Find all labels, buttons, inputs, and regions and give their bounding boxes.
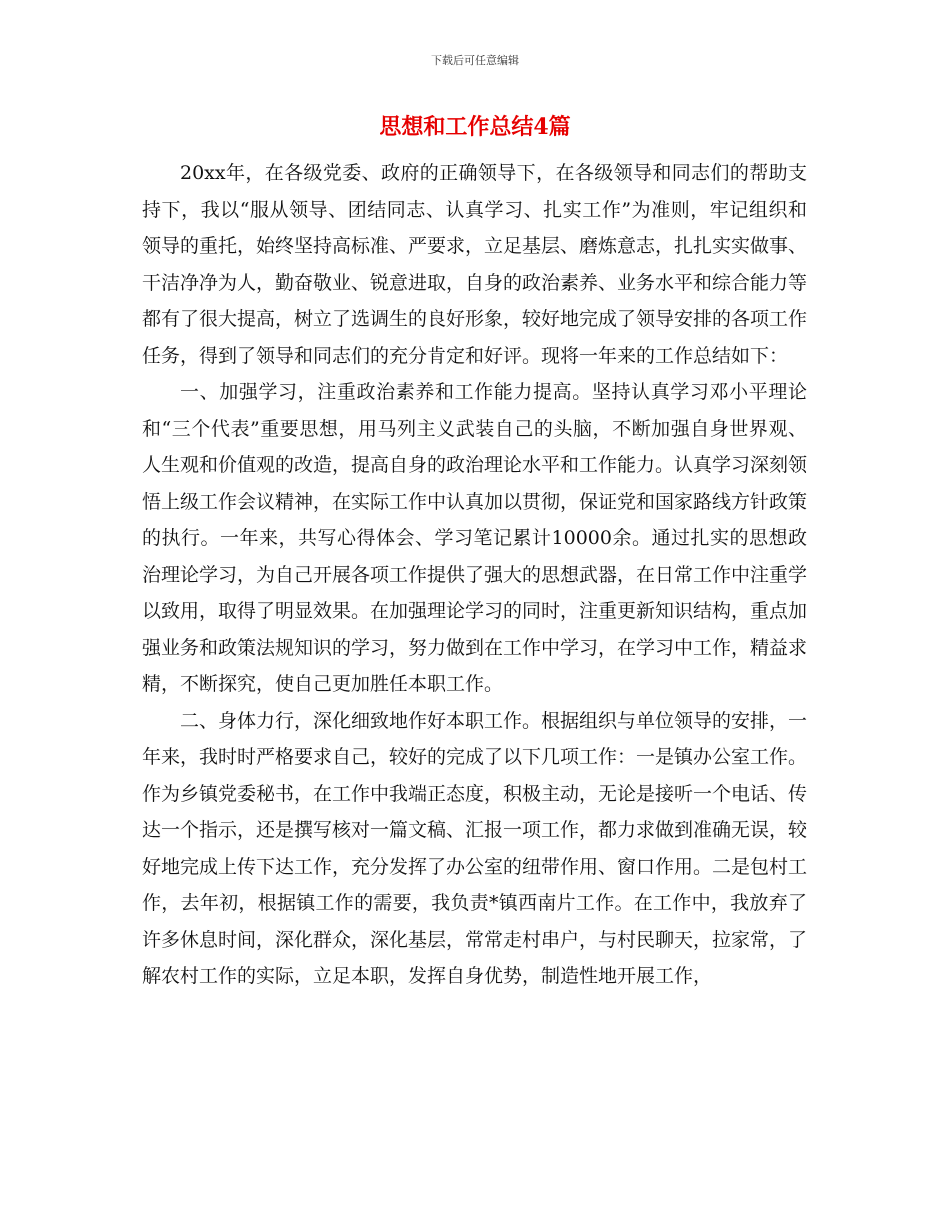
paragraph-intro: 20xx年，在各级党委、政府的正确领导下，在各级领导和同志们的帮助支持下，我以“服从领导、团结同志、认真学习、扎实工作”为准则，牢记组织和领导的重托，始终坚持高标准、严要求，立足基层、磨炼意志，扎扎实实做事、干洁净净为人，勤奋敬业、锐意进取，自身的政治素养、业务水平和综合能力等都有了很大提高，树立了选调生的良好形象，较好地完成了领导安排的各项工作任务，得到了领导和同志们的充分肯定和好评。现将一年来的工作总结如下： bbox=[142, 162, 808, 367]
paragraph-section-one: 一、加强学习，注重政治素养和工作能力提高。坚持认真学习邓小平理论和“三个代表”重要思想，用马列主义武装自己的头脑，不断加强自身世界观、人生观和价值观的改造，提高自身的政治理论水平和工作能力。认真学习深刻领悟上级工作会议精神，在实际工作中认真加以贯彻，保证党和国家路线方针政策的执行。一年来，共写心得体会、学习笔记累计10000余。通过扎实的思想政治理论学习，为自己开展各项工作提供了强大的思想武器，在日常工作中注重学以致用，取得了明显效果。在加强理论学习的同时，注重更新知识结构，重点加强业务和政策法规知识的学习，努力做到在工作中学习，在学习中工作，精益求精，不断探究，使自己更加胜任本职工作。 bbox=[142, 381, 808, 695]
document-title: 思想和工作总结4篇 bbox=[379, 114, 571, 140]
paragraph-section-two: 二、身体力行，深化细致地作好本职工作。根据组织与单位领导的安排，一年来，我时时严格要求自己，较好的完成了以下几项工作：一是镇办公室工作。作为乡镇党委秘书，在工作中我端正态度，积极主动，无论是接听一个电话、传达一个指示，还是撰写核对一篇文稿、汇报一项工作，都力求做到准确无误，较好地完成上传下达工作，充分发挥了办公室的纽带作用、窗口作用。二是包村工作，去年初，根据镇工作的需要，我负责*镇西南片工作。在工作中，我放弃了许多休息时间，深化群众，深化基层，常常走村串户，与村民聊天，拉家常，了解农村工作的实际，立足本职，发挥自身优势，制造性地开展工作， bbox=[142, 709, 808, 987]
document-body bbox=[142, 155, 807, 995]
page-header-note: 下载后可任意编辑 bbox=[431, 54, 519, 67]
